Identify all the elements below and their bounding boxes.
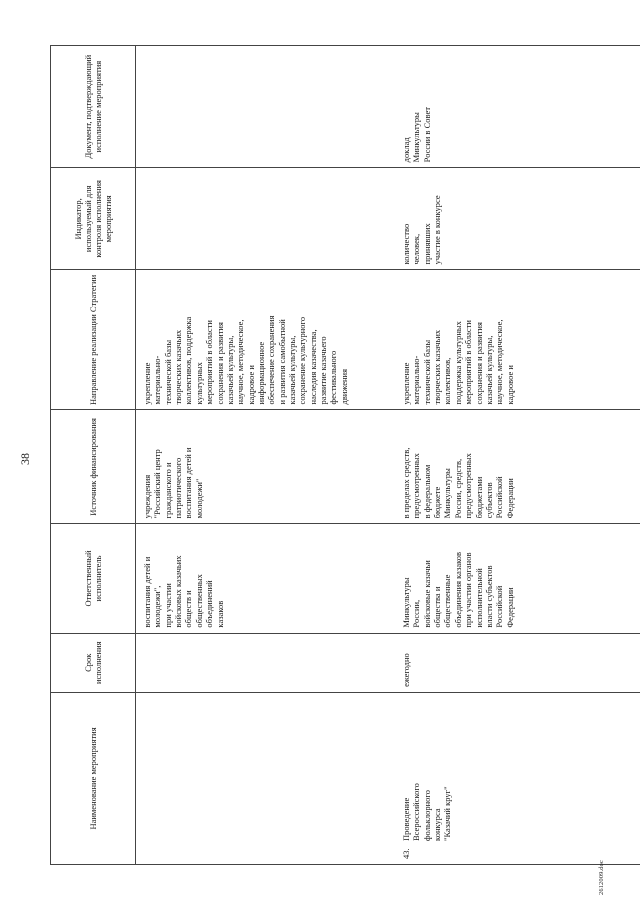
row-name: Проведение Всероссийского фольклорного конкурса "Казачий круг" bbox=[401, 783, 453, 841]
header-term: Срок исполнения bbox=[51, 633, 136, 692]
header-name: Наименование мероприятия bbox=[51, 692, 136, 864]
header-direction: Направление реализации Стратегии bbox=[51, 270, 136, 410]
header-document: Документ, подтверждающий исполнение мероприятия bbox=[51, 46, 136, 168]
cell-term bbox=[136, 633, 397, 692]
header-executor: Ответственный исполнитель bbox=[51, 524, 136, 633]
cell-name bbox=[136, 692, 397, 864]
cell-direction: укрепление материально- технической базы творческих казачьих коллективов, поддержка культурных мероприятий в области сохранения и развития казачьей культуры, научное, методическое, кадровое и информационное обеспечение сохранения и развития самобытной казачьей культуры, сохранение культурного наследия казачества, развитие казачьего фестивального движения bbox=[136, 270, 397, 410]
row-number: 43. bbox=[401, 848, 411, 859]
events-table bbox=[50, 45, 640, 865]
cell-name bbox=[396, 692, 640, 864]
cell-term: ежегодно bbox=[396, 633, 640, 692]
page-number: 38 bbox=[18, 453, 32, 465]
cell-direction: укрепление материально- технической базы творческих казачьих коллективов, поддержка культурных мероприятий в области сохранения и развития казачьей культуры, научное, методическое, кадровое и bbox=[396, 270, 640, 410]
cell-executor: Минкультуры России, войсковые казачьи общества и общественные объединения казаков при участии органов исполнительной власти субъектов Российской Федерации bbox=[396, 524, 640, 633]
table-header-row bbox=[51, 46, 136, 865]
header-indicator: Индикатор, используемый для контроля исполнения мероприятия bbox=[51, 168, 136, 270]
table-row bbox=[396, 46, 640, 865]
cell-executor: воспитания детей и молодежи", при участии войсковых казачьих обществ и общественных объединений казаков bbox=[136, 524, 397, 633]
table-row bbox=[136, 46, 397, 865]
cell-indicator: количество человек, принявших участие в конкурсе bbox=[396, 168, 640, 270]
cell-document bbox=[136, 46, 397, 168]
cell-indicator bbox=[136, 168, 397, 270]
cell-source: в пределах средств, предусмотренных в федеральном бюджете Минкультуры России, средств, предусмотренных бюджетами субъектов Российской Федерации bbox=[396, 410, 640, 524]
header-source: Источник финансирования bbox=[51, 410, 136, 524]
cell-source: учреждения "Российский центр гражданского и патриотического воспитания детей и молодежи" bbox=[136, 410, 397, 524]
file-name-footer: 2612009.doc bbox=[598, 860, 605, 895]
cell-document: доклад Минкультуры России в Совет bbox=[396, 46, 640, 168]
